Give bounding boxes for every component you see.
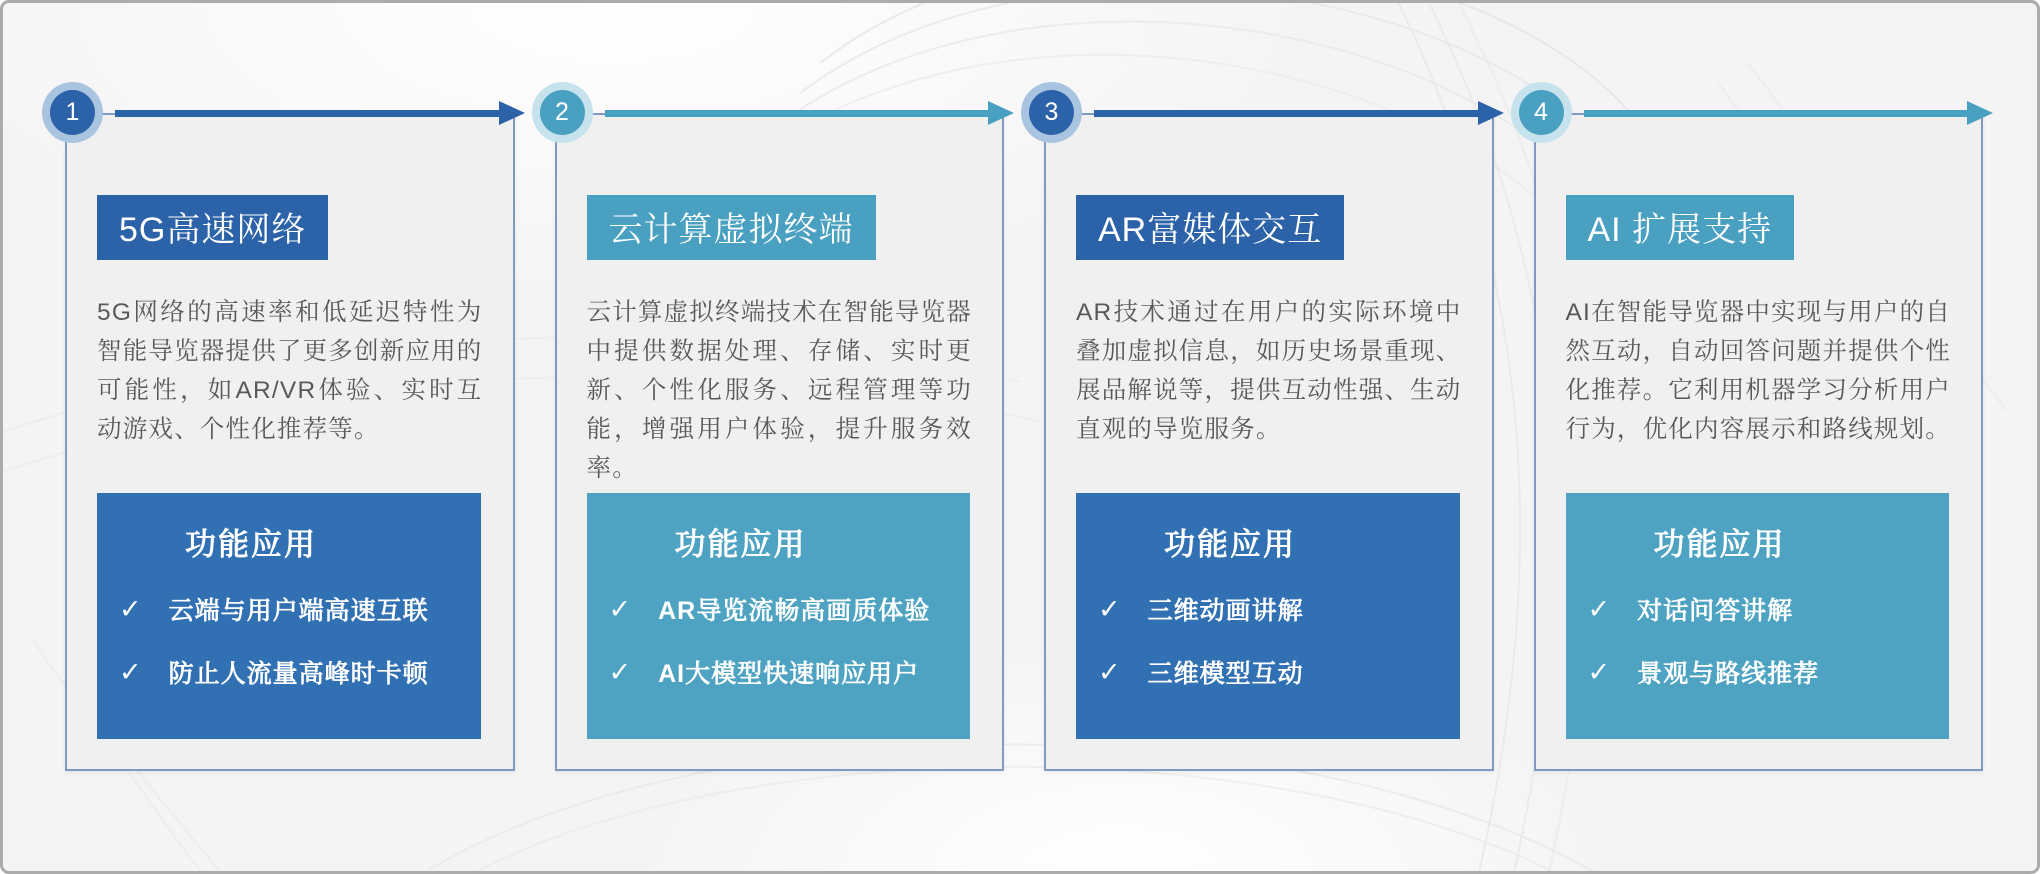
- feature-item: [119, 591, 481, 627]
- check-icon: ✓: [119, 656, 143, 687]
- arrow-head-icon: [1478, 101, 1504, 125]
- feature-text: 三维动画讲解: [1147, 597, 1304, 625]
- feature-card: [555, 113, 1005, 771]
- step-column-2: [555, 89, 1005, 771]
- feature-item: [1588, 591, 1950, 627]
- feature-item: [119, 654, 481, 690]
- feature-item: [1098, 654, 1460, 690]
- step-header: [555, 89, 1005, 137]
- features-heading: 功能应用: [185, 527, 317, 562]
- step-header: [1044, 89, 1494, 137]
- feature-item: [1588, 654, 1950, 690]
- arrow-head-icon: [499, 101, 525, 125]
- check-icon: ✓: [608, 593, 633, 624]
- arrow-icon: [1584, 110, 1980, 117]
- feature-card: [1534, 113, 1984, 771]
- feature-card: [1044, 113, 1494, 771]
- check-icon: ✓: [1587, 656, 1612, 687]
- step-number: 1: [65, 98, 80, 126]
- arrow-head-icon: [1967, 101, 1993, 125]
- step-column-1: [65, 89, 515, 771]
- card-title-badge: 云计算虚拟终端: [587, 195, 876, 260]
- feature-item: [1098, 591, 1460, 627]
- card-title-badge: AI 扩展支持: [1566, 195, 1795, 260]
- step-column-3: [1044, 89, 1494, 771]
- card-description: AI在智能导览器中实现与用户的自然互动，自动回答问题并提供个性化推荐。它利用机器学习分析用户行为，优化内容展示和路线规划。: [1565, 299, 1951, 443]
- steps-row: [65, 89, 1983, 771]
- step-header: [65, 89, 515, 137]
- check-icon: ✓: [1098, 656, 1122, 687]
- card-description: AR技术通过在用户的实际环境中叠加虚拟信息，如历史场景重现、展品解说等，提供互动性强、生动直观的导览服务。: [1076, 299, 1462, 443]
- feature-text: 防止人流量高峰时卡顿: [168, 660, 429, 688]
- step-number-badge: [50, 90, 95, 135]
- feature-text: 三维模型互动: [1147, 660, 1304, 688]
- check-icon: ✓: [119, 593, 143, 624]
- card-description: 5G网络的高速率和低延迟特性为智能导览器提供了更多创新应用的可能性，如AR/VR体验、实时互动游戏、个性化推荐等。: [97, 299, 483, 443]
- arrow-icon: [605, 110, 1001, 117]
- features-panel: [1076, 493, 1460, 739]
- step-column-4: [1534, 89, 1984, 771]
- step-number: 2: [555, 98, 569, 126]
- check-icon: ✓: [1098, 593, 1122, 624]
- features-panel: [587, 493, 971, 739]
- feature-text: 云端与用户端高速互联: [168, 597, 429, 625]
- feature-item: [609, 654, 971, 690]
- step-number-badge: [1519, 90, 1564, 135]
- arrow-icon: [1094, 110, 1490, 117]
- card-description: 云计算虚拟终端技术在智能导览器中提供数据处理、存储、实时更新、个性化服务、远程管理等功能，增强用户体验，提升服务效率。: [586, 299, 972, 482]
- step-header: [1534, 89, 1984, 137]
- check-icon: ✓: [1587, 593, 1612, 624]
- feature-card: [65, 113, 515, 771]
- card-title-badge: 5G高速网络: [97, 195, 328, 260]
- feature-item: [609, 591, 971, 627]
- step-number-badge: [1029, 90, 1074, 135]
- features-heading: 功能应用: [1653, 527, 1786, 562]
- features-heading: 功能应用: [1164, 527, 1296, 562]
- features-panel: [97, 493, 481, 739]
- step-number-badge: [540, 90, 585, 135]
- step-number: 4: [1534, 98, 1548, 126]
- check-icon: ✓: [608, 656, 633, 687]
- feature-text: AI大模型快速响应用户: [658, 660, 920, 688]
- arrow-icon: [115, 110, 511, 117]
- features-panel: [1566, 493, 1950, 739]
- step-number: 3: [1044, 98, 1059, 126]
- feature-text: AR导览流畅高画质体验: [658, 597, 931, 625]
- card-title-badge: AR富媒体交互: [1076, 195, 1344, 260]
- arrow-head-icon: [988, 101, 1014, 125]
- feature-text: 景观与路线推荐: [1637, 660, 1820, 688]
- feature-text: 对话问答讲解: [1637, 597, 1794, 625]
- features-heading: 功能应用: [674, 527, 807, 562]
